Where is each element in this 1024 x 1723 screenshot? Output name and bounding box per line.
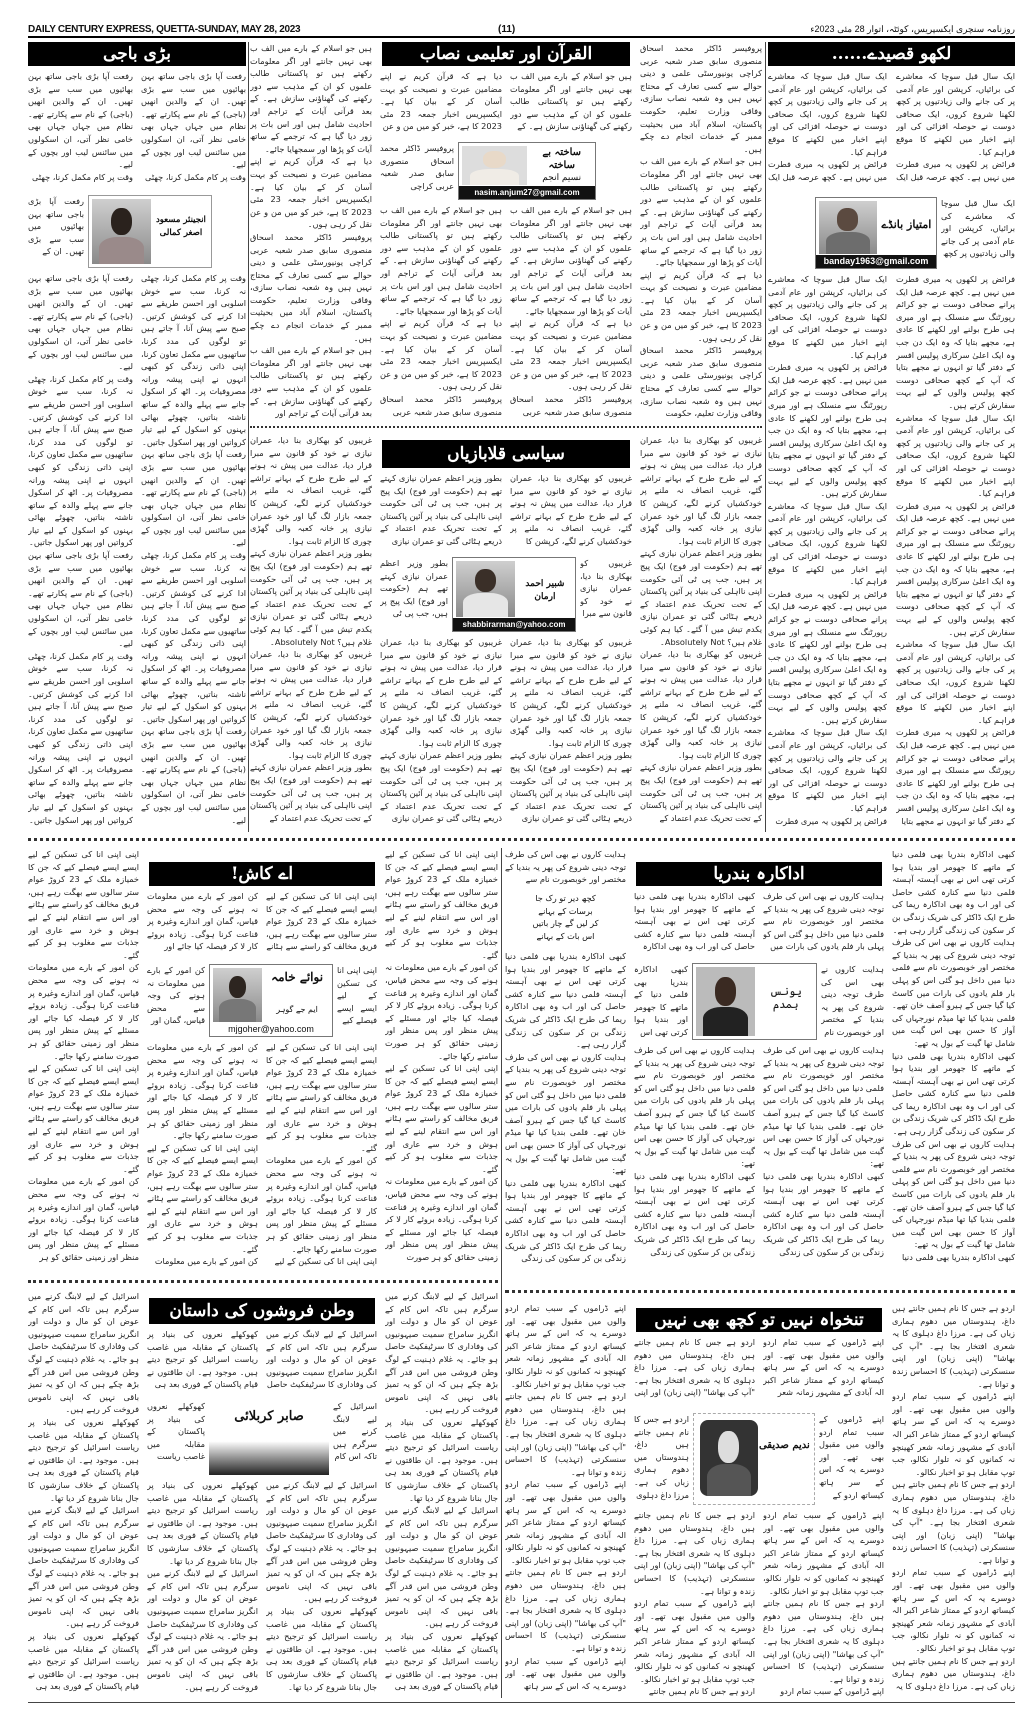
paragraph: غریبوں کو بھکاری بنا دیا، عمران نیازی نے خود کو قانون سے مبرا قرار دیا، عدالت میں پیش نہ ہونے کے لیے طرح طرح کے بہانے تراشے گئے، غریب انصاف نہ ملنے پر خودکشیاں کرنے لگے، کرپشن کا جمعہ بازار لگ گیا اور خود عمران نیازی پر خانہ کعبہ والی گھڑی چوری کا الزام ثابت ہوا۔ [250, 649, 372, 760]
text-column [505, 950, 626, 1268]
paragraph: ہیں جو اسلام کے بارے میں الف ب بھی نہیں جانتے اور اگر معلومات رکھتے ہیں تو پاکستانی طالب علموں کو ان کے مذہب سے دور رکھنے کی گھناؤنی سازش ہے۔ کے [510, 71, 632, 132]
paragraph: اپنی اپنی انا کی تسکین کے لیے ایسے ایسے فیصلے کیے کہ جن کا خمیازہ ملک کے 23 کروڑ عوام ستر سالوں سے بھگت رہے ہیں، فریق مخالف کو راستے سے ہٹانے اور اس سے انتقام لینے کے لیے ہوش و خرد سے عاری اور جذبات سے مغلوب ہو کر کیے گئے۔ [28, 1063, 139, 1174]
page-bottom-rule [28, 1702, 1015, 1703]
author-box [692, 963, 817, 1040]
paragraph: ہیں جو اسلام کے بارے میں الف ب بھی نہیں جانتے اور اگر معلومات رکھتے ہیں تو پاکستانی طالب علموں کو ان کے مذہب سے دور رکھنے کی گھناؤنی سازش ہے۔ کے بعد قرآنی آیات کے تراجم اور احادیث شامل ہیں اور اس بات پر زور دیا گیا ہے کہ ترجمے کے ساتھ آیات کو پڑھا اور سمجھایا جائے۔ [640, 156, 762, 268]
paragraph: ہدایت کاروں نے بھی اس کی طرف توجہ دینی شروع کی پھر یہ بندیا کے مختصر اور خوبصورت نام سے فلمی دنیا میں داخل ہو گئی اس کو پہلی بار فلم یادوں کی بارات میں [763, 891, 884, 952]
column-rule [248, 42, 249, 832]
paragraph: رفعت آپا بڑی باجی ساتھ بہن بھائیوں میں سب سے بڑی تھیں۔ ان کے والدین انھیں (باجی) کے نام سے پکارتے تھے۔ نظام میں جہاں جہاں بھی خامی نظر آتی، ان اسکولوں میں سائنس لیب اور بچوں کے لیے۔ [141, 449, 246, 548]
paragraph: اپنے ڈراموں کے سبب تمام اردو والوں میں مقبول بھی تھے۔ اور دوسرے یہ کہ اس کے سر ہاتھ کیساتھ اردو کے ممتاز شاعر اکبر الہ آبادی کے مشہور زمانہ شعر کھینچو نہ کمانوں کو نہ تلوار نکالو، جب توپ مقابل ہو تو اخبار نکالو۔ [763, 1510, 884, 1596]
paragraph: فرائض پر لکھوں یہ میری فطرت میں نہیں ہے۔ کچھ عرصہ قبل ایک پرانے صحافی دوست نے جو کرائم رپورٹنگ سے منسلک ہے اور میری ہی طرح بولنے اور لکھنے کا عادی ہے، مجھے بتایا کہ وہ ایک دن جب وہ ایک اعلیٰ سرکاری پولیس افسر کے دفتر گیا تو انہوں نے مجھے بتایا کہ آپ کے کچھ صحافی دوست کچھ پولیس والوں کے لیے بہت سفارش کرتے ہیں۔ [768, 588, 887, 725]
paragraph: کبھی اداکارہ بندریا بھی فلمی دنیا کے ماتھے کا جھومر اور بندیا ہوا کرتی تھی اس نے بھی آہستہ آہستہ فلمی دنیا سے کنارہ کشی حاصل کی اور اب وہ بھی اداکارہ ریما کی طرح ایک ڈاکٹر کی شریک زندگی بن کر سکون کی زندگی [634, 1170, 755, 1257]
text-column [768, 273, 887, 832]
paragraph: اپنے ڈراموں کے سبب تمام اردو والوں میں مقبول بھی تھے۔ اور دوسرے یہ کہ اس کے سر ہاتھ کیساتھ اردو کے ممتاز شاعر اکبر الہ آبادی کے مشہور زمانہ شعر کھینچو نہ کمانوں کو نہ تلوار نکالو، جب توپ مقابل ہو تو اخبار نکالو۔ [505, 1479, 626, 1565]
text-column [385, 848, 498, 1268]
headline: بڑی باجی [28, 42, 246, 66]
text-column [250, 42, 372, 420]
text-column [505, 848, 626, 888]
column-rule [765, 42, 766, 832]
author-email[interactable]: shabbirarman@yahoo.com [453, 618, 575, 631]
paragraph: پروفیسر ڈاکٹر محمد اسحاق منصوری سابق صدر شعبہ عربی کراچی یونیورسٹی علمی و دینی حوالے سے کسی تعارف کے محتاج نہیں ہیں وہ شعبہ نصاب سازی، وفاقی وزارت تعلیم، حکومت پاکستان، اسلام آباد میں بحیثیت ممبر کے خدمات انجام دے چکے ہیں۔ [250, 231, 372, 343]
author-photo [92, 199, 151, 264]
article-lakho [768, 42, 1015, 832]
paragraph: کھوکھلے نعروں کی بنیاد پر پاکستان کے مقابلہ میں غاصب ریاست اسرائیل کو ترجیح دیتے ہیں۔ موجود ہے۔ ان طاقتوں نے قیام پاکستان کے فوری بعد ہی [28, 1631, 139, 1692]
paragraph: غریبوں کو بھکاری بنا دیا، عمران نیازی نے خود کو قانون سے مبرا قرار دیا، عدالت میں پیش نہ ہونے کے لیے طرح طرح کے بہانے تراشے گئے، غریب انصاف نہ ملنے پر خودکشیاں کرنے لگے، کرپشن کا [510, 473, 632, 546]
masthead-title: DAILY CENTURY EXPRESS, QUETTA-SUNDAY, MAY 28, 2023 [28, 24, 301, 35]
paragraph: وقت پر کام مکمل کرنا، چھٹی نہ کرنا، سب سے خوش اسلوبی اور احسن طریقے سے ادا کرنے کی کوشش کرتیں۔ صبح سے پیش آنا، آ جاتے ہیں تو لوگوں کی مدد کرنا، ساتھیوں سے مکمل تعاون کرنا، اپنی ذاتی زندگی کو کبھی انہوں نے اپنی پیشہ ورانہ مصروفیات پر۔ اٹھ کر اسکول جانے سے پہلے والدہ کے ساتھ ناشتہ بناتیں، چھوٹے بھائی بہنوں کو اسکول کے لیے تیار کرواتیں اور پھر اسکول جاتیں۔ [141, 550, 246, 724]
paragraph: غریبوں کو بھکاری بنا دیا، عمران نیازی نے خود کو قانون سے مبرا قرار دیا، عدالت میں پیش نہ ہونے کے لیے طرح طرح کے بہانے تراشے گئے، غریب انصاف نہ ملنے پر خودکشیاں کرنے لگے، کرپشن کا جمعہ بازار لگ گیا اور خود عمران نیازی پر خانہ کعبہ والی گھڑی چوری کا الزام ثابت ہوا۔ [510, 637, 632, 748]
paragraph: کبھی اداکارہ بندریا بھی فلمی دنیا [901, 1252, 1015, 1262]
divider [28, 838, 1015, 841]
text-column [147, 1479, 258, 1700]
paragraph: پروفیسر ڈاکٹر محمد اسحاق منصوری سابق صدر شعبہ عربی [510, 393, 632, 417]
paragraph: وقت پر کام مکمل کرنا، چھٹی نہ کرنا، سب سے خوش اسلوبی اور احسن طریقے سے ادا کرنے کی کوشش کرتیں۔ صبح سے پیش آنا، آ جاتے ہیں تو لوگوں کی مدد کرنا، ساتھیوں سے مکمل تعاون کرنا، اپنی ذاتی زندگی کو کبھی انہوں نے اپنی پیشہ ورانہ مصروفیات پر۔ اٹھ کر اسکول جانے سے پہلے والدہ کے ساتھ ناشتہ بناتیں، چھوٹے بھائی بہنوں کو اسکول کے لیے تیار کرواتیں اور پھر اسکول جاتیں۔ [28, 373, 133, 548]
text-column [385, 1290, 498, 1700]
text-column [634, 1509, 755, 1700]
author-name: نسیم انجم [542, 173, 582, 183]
paragraph: اپنے ڈراموں کے سبب تمام اردو والوں میں مقبول بھی تھے۔ اور دوسرے یہ کہ اس کے سر ہاتھ کیساتھ اردو کے ممتاز شاعر اکبر الہ آبادی کے مشہور زمانہ شعر [763, 1337, 884, 1398]
text-column [380, 472, 502, 553]
paragraph: کن امور کے بارے میں معلومات [154, 1256, 258, 1267]
paragraph: وقت پر کام مکمل کرنا، چھٹی نہ کرنا، سب سے خوش اسلوبی اور احسن طریقے سے ادا کرنے کی کوشش کرتیں۔ صبح سے پیش آنا، آ جاتے ہیں تو لوگوں کی مدد کرنا، ساتھیوں سے مکمل تعاون کرنا، اپنی ذاتی زندگی کو کبھی انہوں نے اپنی پیشہ ورانہ مصروفیات پر۔ اٹھ کر اسکول جانے سے پہلے والدہ کے ساتھ ناشتہ بناتیں، چھوٹے بھائی بہنوں کو اسکول کے لیے تیار کرواتیں اور پھر اسکول جاتیں۔ [141, 273, 246, 447]
paragraph: پروفیسر ڈاکٹر محمد اسحاق منصوری سابق صدر شعبہ عربی کراچی یونیورسٹی علمی و دینی حوالے سے کسی تعارف کے محتاج نہیں ہیں وہ شعبہ نصاب سازی، وفاقی وزارت تعلیم، حکومت [640, 345, 762, 419]
paragraph: کن امور کے بارے میں معلومات نہ ہونے کی وجہ سے محض قیاس، گمان اور اندازے وغیرہ پر قناعت کرنا ہوگی۔ زیادہ بروئے کار لا کر فیصلہ کیا جائے اور مسئلے کے پیش منظر اور پس منظر اور زمینی حقائق کو ہر صورت سامنے رکھا جائے۔ [147, 1042, 258, 1141]
paragraph: وقت پر کام مکمل کرنا، چھٹی [145, 171, 246, 182]
paragraph: ایک سال قبل سوچا کہ معاشرے کی برائیاں، کرپشن اور عام آدمی پر کی جانے والی زیادتیوں پر کچھ لکھنا شروع کروں، ایک صحافی دوست نے حوصلہ افزائی کی اور اپنے اخبار میں لکھنے کا موقع فراہم کیا۔ [768, 500, 887, 587]
paragraph: رفعت آپا بڑی باجی ساتھ بہن بھائیوں میں سب سے بڑی تھیں۔ ان کے والدین انھیں (باجی) کے نام سے پکارتے تھے۔ نظام میں جہاں جہاں بھی خامی نظر آتی، ان اسکولوں میں سائنس لیب اور بچوں کے لیے۔ [28, 273, 133, 372]
paragraph: رفعت آپا بڑی باجی ساتھ بہن بھائیوں میں سب سے بڑی تھیں۔ ان کے والدین انھیں (باجی) کے نام سے پکارتے تھے۔ نظام میں جہاں جہاں بھی خامی نظر آتی، ان اسکولوں میں سائنس لیب اور بچوں کے لیے۔ [141, 71, 246, 170]
divider [250, 426, 762, 428]
author-box [88, 195, 212, 268]
text-column [510, 636, 632, 832]
paragraph: کھوکھلے نعروں کی بنیاد پر پاکستان کے مقابلہ میں غاصب ریاست اسرائیل کو ترجیح دیتے ہیں۔ موجود ہے۔ ان طاقتوں نے قیام پاکستان کے فوری بعد ہی پاکستان کے خلاف سازشوں کا جال بنانا شروع کر دیا تھا۔ [266, 1605, 377, 1692]
paragraph: اردو ہے جس کا نام ہمیں جانتے ہیں داغ، ہندوستاں میں دھوم ہماری زباں کی ہے۔ مرزا داغ دہلوی کا یہ [892, 1655, 1015, 1691]
paragraph: اپنی اپنی انا کی تسکین کے لیے ایسے ایسے فیصلے کیے کہ جن کا خمیازہ ملک کے 23 کروڑ عوام ستر سالوں سے بھگت رہے ہیں، فریق مخالف کو راستے سے ہٹانے اور اس سے انتقام لینے کے لیے ہوش و خرد سے عاری اور جذبات سے مغلوب ہو کر کیے گئے۔ [266, 1042, 377, 1153]
paragraph: کبھی اداکارہ بندریا بھی فلمی دنیا کے ماتھے کا جھومر اور بندیا ہوا کرتی تھی اس نے بھی آہستہ آہستہ فلمی دنیا سے کنارہ کشی حاصل کی اور اب وہ بھی اداکارہ ریما کی طرح ایک ڈاکٹر کی شریک زندگی بن کر سکون کی زندگی گزار رہی ہے۔ [892, 849, 1015, 935]
text-column [266, 890, 377, 960]
paragraph: غریبوں کو بھکاری بنا دیا، عمران نیازی نے خود کو قانون سے مبرا [580, 558, 632, 619]
text-column [28, 70, 133, 191]
paragraph: کن امور کے بارے میں معلومات نہ ہونے کی وجہ سے محض قیاس، گمان اور اندازے وغیرہ پر قناعت کرنا ہوگی۔ زیادہ بروئے کار لا کر فیصلہ کیا جائے اور [147, 891, 258, 952]
headline: وطن فروشوں کی داستان [149, 1298, 375, 1324]
paragraph: کبھی اداکارہ بندریا بھی فلمی دنیا کے ماتھے کا جھومر اور بندیا ہوا کرتی تھی اس نے بھی آہستہ آہستہ فلمی دنیا سے کنارہ کشی حاصل کی اور اب وہ بھی اداکارہ ریما کی طرح ایک ڈاکٹر کی شریک زندگی بن کر سکون کی زندگی گزار رہی ہے۔ [505, 951, 626, 1050]
author-email[interactable]: nasim.anjum27@gmail.com [459, 186, 595, 199]
verse-line: برسات کے بہانے [538, 905, 593, 916]
author-photo [819, 201, 877, 254]
paragraph: کھوکھلے نعروں کی بنیاد پر پاکستان کے مقابلہ میں غاصب ریاست اسرائیل کو ترجیح دیتے ہیں۔ موجود ہے۔ ان طاقتوں نے قیام پاکستان کے فوری بعد ہی پاکستان کے خلاف سازشوں کا جال بنانا شروع کر دیا تھا۔ [147, 1480, 258, 1566]
paragraph: ایک سال قبل سوچا کہ معاشرے کی برائیاں، کرپشن اور عام آدمی پر کی جانے والی زیادتیوں پر کچھ [941, 198, 1015, 259]
text-column [634, 1413, 689, 1505]
headline: اداکارہ بندریا [636, 862, 882, 886]
paragraph: کن امور کے بارے میں معلومات نہ ہونے کی وجہ سے محض قیاس، گمان اور [147, 965, 205, 1026]
paragraph: کھوکھلے نعروں کی بنیاد پر پاکستان کے مقابلہ میں غاصب ریاست اسرائیل کو ترجیح دیتے ہیں۔ موجود ہے۔ ان طاقتوں نے قیام پاکستان کے فوری بعد ہی [385, 1631, 498, 1692]
author-name: نوائے خامہ [271, 970, 324, 984]
verse-line: کچھ دیر تو رک جا [535, 893, 596, 903]
paragraph: ایک سال قبل سوچا کہ معاشرے کی برائیاں، کرپشن اور عام آدمی پر کی جانے والی زیادتیوں پر کچھ لکھنا شروع کروں، ایک صحافی دوست نے حوصلہ افزائی کی اور اپنے اخبار میں لکھنے کا موقع فراہم کیا۔ [768, 71, 887, 157]
paragraph: اردو ہے جس کا نام ہمیں جانتے ہیں داغ، ہندوستاں میں دھوم ہماری زباں کی ہے۔ مرزا داغ دہلوی کا یہ شعری افتخار بجا ہے۔ "آپ کی بھاشا" (اپنی زبان) اور اپنی سنسکرتی (تہذیب) کا احساس زندہ و توانا ہے۔ [892, 1479, 1015, 1565]
paragraph: بطور وزیر اعظم عمران نیازی کہتے تھے ہم (حکومت اور فوج) ایک پیج پر ہیں، جب پی ٹی آئی حکومت اپنی نااہلی کی بنیاد پر آئین پاکستان کے تحت تحریک عدم اعتماد کے ذریعے ہٹائی گئی تو عمران نیازی [380, 750, 502, 824]
paragraph: اردو ہے جس کا نام ہمیں جانتے [648, 1686, 755, 1697]
text-column [763, 1336, 884, 1409]
text-column [380, 204, 502, 420]
author-photo [462, 146, 527, 185]
column-title: ساختہ بے ساختہ [542, 147, 582, 171]
paragraph: ایک سال قبل سوچا کہ معاشرے کی برائیاں، کرپشن اور عام آدمی پر کی جانے والی زیادتیوں پر کچھ لکھنا شروع کروں، ایک صحافی دوست نے حوصلہ افزائی کی اور اپنے اخبار میں لکھنے کا موقع فراہم کیا۔ [896, 639, 1015, 725]
paragraph: ہیں جو اسلام کے بارے میں الف ب بھی نہیں جانتے اور اگر معلومات رکھتے ہیں تو پاکستانی طالب علموں کو ان کے مذہب سے دور رکھنے کی گھناؤنی سازش ہے۔ کے بعد قرآنی آیات کے تراجم اور احادیث شامل ہیں اور اس بات پر زور دیا گیا ہے کہ ترجمے کے ساتھ آیات کو پڑھا اور سمجھایا جائے۔ [380, 205, 502, 316]
article-bari-baji [28, 42, 246, 832]
column-rule [501, 848, 502, 1698]
paragraph: اپنی اپنی انا کی تسکین کے لیے ایسے ایسے فیصلے کیے [337, 965, 377, 1026]
text-column [380, 142, 454, 200]
text-column [266, 1041, 377, 1268]
paragraph: کن امور کے بارے میں معلومات نہ ہونے کی وجہ سے محض قیاس، گمان اور اندازے وغیرہ پر قناعت کرنا ہوگی۔ زیادہ بروئے کار لا کر فیصلہ کیا جائے اور مسئلے کے پیش منظر اور پس منظر اور زمینی حقائق کو ہر [28, 1176, 139, 1262]
paragraph: اپنی اپنی انا کی تسکین کے لیے ایسے ایسے فیصلے کیے کہ جن کا خمیازہ ملک کے 23 کروڑ عوام ستر سالوں سے بھگت رہے ہیں، فریق مخالف کو راستے سے ہٹانے اور اس سے انتقام لینے کے لیے ہوش و خرد سے عاری اور جذبات سے مغلوب ہو کر کیے گئے۔ [385, 1063, 498, 1174]
paragraph: فرائض پر لکھوں یہ میری فطرت [775, 815, 887, 826]
paragraph: فرائض پر لکھوں یہ میری فطرت میں نہیں ہے۔ کچھ عرصہ قبل ایک [768, 159, 887, 182]
paragraph: اردو ہے جس کا نام ہمیں جانتے ہیں داغ، ہندوستاں میں دھوم ہماری زباں کی ہے۔ مرزا داغ دہلوی کا یہ شعری افتخار بجا ہے۔ "آپ کی بھاشا" (اپنی زبان) اور اپنی سنسکرتی (تہذیب) کا احساس زندہ و توانا ہے۔ [505, 1391, 626, 1477]
paragraph: کن امور کے بارے میں معلومات نہ ہونے کی وجہ سے محض قیاس، گمان اور اندازے وغیرہ پر قناعت کرنا ہوگی۔ زیادہ بروئے کار لا کر فیصلہ کیا جائے اور مسئلے کے پیش منظر اور پس منظر اور زمینی حقائق کو ہر صورت سامنے رکھا جائے۔ [28, 962, 139, 1061]
paragraph: دیا ہے کہ قرآن کریم نے اپنے مضامین عبرت و نصیحت کو بہت آسان کر کے بیان کیا ہے۔ ایکسپریس اخبار جمعہ 23 مئی 2023 کا ہے، خبر کو میں من و عن نقل کر رہی ہوں۔ [250, 156, 372, 230]
paragraph: اپنے ڈراموں کے سبب تمام اردو والوں میں مقبول بھی تھے۔ اور دوسرے یہ کہ اس کے سر ہاتھ کیساتھ اردو کے [819, 1414, 884, 1500]
text-column [634, 890, 755, 959]
paragraph: ہدایت کاروں نے بھی اس کی طرف توجہ دینی شروع کی پھر یہ بندیا کے مختصر اور خوبصورت نام سے فلمی دنیا میں داخل ہو گئی اس کو پہلی بار فلم یادوں کی بارات میں کاسٹ کیا گیا جس کے ہیرو آصف خان تھے۔ فلمی بندیا کیا تھا میڈم نورجہاں کی آواز کا حسن بھی اس گیت میں شامل تھا گیت کے بول یہ تھے: [892, 937, 1015, 1048]
paragraph: اردو ہے جس کا نام ہمیں جانتے ہیں داغ، ہندوستاں میں دھوم ہماری زباں کی ہے۔ مرزا داغ دہلوی [634, 1414, 689, 1500]
paragraph: ایک سال قبل سوچا کہ معاشرے کی برائیاں، کرپشن اور عام آدمی پر کی جانے والی زیادتیوں پر کچھ لکھنا شروع کروں، ایک صحافی دوست نے حوصلہ افزائی کی اور اپنے اخبار میں لکھنے کا موقع فراہم کیا۔ [896, 71, 1015, 157]
paragraph: غریبوں کو بھکاری بنا دیا، عمران نیازی نے خود کو قانون سے مبرا قرار دیا، عدالت میں پیش نہ ہونے کے لیے طرح طرح کے بہانے تراشے گئے، غریب انصاف نہ ملنے پر خودکشیاں کرنے لگے، کرپشن کا جمعہ بازار لگ گیا اور خود عمران نیازی پر خانہ کعبہ والی گھڑی چوری کا الزام ثابت ہوا۔ [250, 435, 372, 546]
text-column [380, 636, 502, 832]
text-column [141, 272, 246, 832]
paragraph: اپنے ڈراموں کے سبب تمام اردو والوں میں مقبول بھی تھے۔ اور دوسرے یہ کہ اس کے سر ہاتھ کیساتھ اردو کے ممتاز شاعر اکبر الہ آبادی کے مشہور زمانہ شعر کھینچو نہ کمانوں کو نہ تلوار نکالو، جب توپ مقابل ہو تو اخبار نکالو۔ [892, 1567, 1015, 1654]
text-column [380, 557, 448, 632]
paragraph: بطور وزیر اعظم عمران نیازی کہتے تھے ہم (حکومت اور فوج) ایک پیج پر ہیں، جب پی ٹی آئی حکومت اپنی نااہلی کی بنیاد پر آئین پاکستان کے تحت تحریک عدم اعتماد کے ذریعے ہٹائی گئی تو عمران نیازی یکدم تیش میں آ گئے۔ کیا ہم کوئی غلام ہیں؟ Absolutely Not۔ [640, 548, 762, 647]
article-quran [250, 42, 762, 420]
paragraph: رفعت آپا بڑی باجی ساتھ بہن بھائیوں میں سب سے بڑی تھیں۔ ان کے والدین انھیں (باجی) کے نام سے پکارتے تھے۔ نظام میں جہاں جہاں بھی خامی نظر آتی، ان اسکولوں میں سائنس لیب اور بچوں کے لیے۔ [28, 550, 133, 649]
text-column [892, 1302, 1015, 1700]
paragraph: غریبوں کو بھکاری بنا دیا، عمران نیازی نے خود کو قانون سے مبرا قرار دیا، عدالت میں پیش نہ ہونے کے لیے طرح طرح کے بہانے تراشے گئے، غریب انصاف نہ ملنے پر خودکشیاں کرنے لگے، کرپشن کا جمعہ بازار لگ گیا اور خود عمران نیازی پر خانہ کعبہ والی گھڑی چوری کا الزام ثابت ہوا۔ [640, 435, 762, 546]
author-photo [696, 967, 755, 1036]
paragraph: اپنی اپنی انا کی تسکین کے لیے ایسے ایسے فیصلے کیے کہ جن کا خمیازہ ملک کے 23 کروڑ عوام ستر سالوں سے بھگت رہے ہیں، فریق مخالف کو راستے سے ہٹانے اور اس سے انتقام لینے کے لیے ہوش و خرد سے عاری اور جذبات سے مغلوب ہو کر کیے گئے۔ [28, 849, 139, 960]
paragraph: کن امور کے بارے میں معلومات نہ ہونے کی وجہ سے محض قیاس، گمان اور اندازے وغیرہ پر قناعت کرنا ہوگی۔ زیادہ بروئے کار لا کر فیصلہ کیا جائے اور مسئلے کے پیش منظر اور پس منظر اور زمینی حقائق کو ہر صورت سامنے رکھا جائے۔ [385, 962, 498, 1061]
paragraph: رفعت آپا بڑی باجی ساتھ بہن بھائیوں میں سب سے بڑی تھیں۔ ان کے والدین انھیں (باجی) کے نام سے پکارتے تھے۔ نظام میں جہاں جہاں بھی خامی نظر آتی، ان اسکولوں میں سائنس لیب اور بچوں کے لیے۔ [141, 726, 246, 825]
paragraph: اردو ہے جس کا نام ہمیں جانتے ہیں داغ، ہندوستاں میں دھوم ہماری زباں کی ہے۔ مرزا داغ دہلوی کا یہ شعری افتخار بجا ہے۔ "آپ کی بھاشا" (اپنی زبان) اور اپنی [634, 1337, 755, 1398]
paragraph: اسرائیل کے لیے لابنگ کرنے میں سرگرم ہیں تاکہ اس کام [333, 1401, 377, 1462]
text-column [147, 1400, 205, 1475]
author-box [452, 557, 576, 632]
author-box [209, 1400, 329, 1475]
author-photo [700, 1420, 758, 1496]
article-adakara [505, 848, 1015, 1268]
text-column [510, 472, 632, 553]
author-box [815, 197, 937, 269]
masthead [28, 24, 1015, 38]
paragraph: اردو ہے جس کا نام ہمیں جانتے ہیں داغ، ہندوستاں میں دھوم ہماری زباں کی ہے۔ مرزا داغ دہلوی کا یہ شعری افتخار بجا ہے۔ "آپ کی بھاشا" (اپنی زبان) اور اپنی سنسکرتی (تہذیب) کا احساس زندہ و توانا ہے۔ [505, 1567, 626, 1654]
text-column [147, 964, 205, 1037]
headline: اے کاش! [149, 862, 375, 886]
text-column [768, 70, 887, 193]
text-column [510, 204, 632, 420]
headline: سیاسی قلابازیاں [382, 440, 630, 468]
text-column [634, 963, 688, 1040]
paragraph: اسرائیل کے لیے لابنگ کرنے میں سرگرم ہیں تاکہ اس کام کے عوض ان کو مال و دولت اور انگریز سامراج سمیت صیہونیوں کی وفاداری کا سرٹیفکیٹ حاصل ہو جائے۔ یہ غلام ذہنیت کے لوگ وطن فروشی میں اس قدر آگے بڑھ چکے ہیں کہ ان کو یہ تمیز باقی نہیں کہ اپنی ناموس فروخت کر رہے ہیں۔ [147, 1568, 258, 1692]
article-watan [28, 1290, 498, 1700]
paragraph: اپنے ڈراموں کے سبب تمام اردو [780, 1686, 884, 1697]
text-column [763, 1044, 884, 1268]
paragraph: اپنی اپنی انا کی تسکین کے لیے ایسے ایسے فیصلے کیے کہ جن کا خمیازہ ملک کے 23 کروڑ عوام ستر سالوں سے بھگت رہے ہیں، فریق مخالف کو راستے سے ہٹانے اور اس سے انتقام لینے کے لیے ہوش و خرد سے عاری اور جذبات سے مغلوب ہو کر کیے گئے۔ [385, 849, 498, 960]
verse [505, 892, 626, 946]
paragraph: اپنی اپنی انا کی تسکین کے لیے ایسے ایسے فیصلے کیے کہ جن کا خمیازہ ملک کے 23 کروڑ عوام ستر سالوں سے بھگت رہے ہیں، فریق مخالف کو راستے سے ہٹانے اور اس سے انتقام لینے کے لیے ہوش و خرد سے عاری اور جذبات سے مغلوب ہو کر کیے گئے۔ [147, 1142, 258, 1254]
paragraph: کبھی اداکارہ بندریا بھی فلمی دنیا کے ماتھے کا جھومر اور بندیا ہوا کرتی تھی اس [634, 964, 688, 1037]
article-siyasi [250, 434, 762, 832]
paragraph: بطور وزیر اعظم عمران نیازی کہتے تھے ہم (حکومت اور فوج) ایک پیج پر ہیں، جب پی ٹی [380, 558, 448, 619]
text-column [380, 70, 502, 138]
author-name: انجینئر مسعود اصغر کمالی [155, 215, 206, 238]
paragraph: وقت پر کام مکمل کرنا، چھٹی نہ کرنا، سب سے خوش اسلوبی اور احسن طریقے سے ادا کرنے کی کوشش کرتیں۔ صبح سے پیش آنا، آ جاتے ہیں تو لوگوں کی مدد کرنا، ساتھیوں سے مکمل تعاون کرنا، اپنی ذاتی زندگی کو کبھی انہوں نے اپنی پیشہ ورانہ مصروفیات پر۔ اٹھ کر اسکول جانے سے پہلے والدہ کے ساتھ ناشتہ بناتیں، چھوٹے بھائی بہنوں کو اسکول کے لیے تیار کرواتیں اور پھر اسکول جاتیں۔ [28, 650, 133, 825]
author-box [458, 142, 596, 200]
author-name: یونس ہمدم [769, 985, 802, 1011]
paragraph: ہدایت کاروں نے بھی اس کی طرف توجہ دینی شروع کی پھر یہ بندیا کے مختصر اور خوبصورت نام سے فلمی دنیا میں داخل ہو گئی اس کو پہلی بار فلم یادوں کی بارات میں کاسٹ کیا گیا جس کے ہیرو آصف خان تھے۔ فلمی بندیا کیا تھا میڈم نورجہاں کی آواز کا حسن بھی اس گیت میں شامل تھا گیت کے بول یہ تھے: [634, 1045, 755, 1169]
text-column [640, 434, 762, 832]
author-name: صابر کربلائی [234, 1409, 304, 1424]
author-box [209, 964, 333, 1037]
paragraph: اپنی اپنی انا کی تسکین کے لیے [274, 1256, 377, 1267]
paragraph: اپنے ڈراموں کے سبب تمام اردو والوں میں مقبول بھی تھے۔ اور دوسرے یہ کہ اس کے سر ہاتھ کیساتھ اردو کے ممتاز شاعر اکبر الہ آبادی کے مشہور زمانہ شعر کھینچو نہ کمانوں کو نہ تلوار نکالو، جب توپ مقابل ہو تو اخبار نکالو۔ [634, 1598, 755, 1684]
paragraph: رفعت آپا بڑی باجی ساتھ بہن بھائیوں میں سب سے بڑی تھیں۔ ان کے [28, 196, 84, 257]
text-column [634, 1044, 755, 1268]
paragraph: ہیں جو اسلام کے بارے میں الف ب بھی نہیں جانتے اور اگر معلومات رکھتے ہیں تو پاکستانی طالب علموں کو ان کے مذہب سے دور رکھنے کی گھناؤنی سازش ہے۔ کے بعد قرآنی آیات کے تراجم اور احادیث شامل ہیں اور اس بات پر زور دیا گیا ہے کہ ترجمے کے ساتھ آیات کو پڑھا اور سمجھایا جائے۔ [250, 43, 372, 154]
text-column [821, 963, 884, 1040]
text-column [763, 890, 884, 959]
paragraph: رفعت آپا بڑی باجی ساتھ بہن بھائیوں میں سب سے بڑی تھیں۔ ان کے والدین انھیں (باجی) کے نام سے پکارتے تھے۔ نظام میں جہاں جہاں بھی خامی نظر آتی، ان اسکولوں میں سائنس لیب اور بچوں کے لیے۔ [28, 71, 133, 170]
paragraph: پروفیسر ڈاکٹر محمد اسحاق منصوری سابق صدر شعبہ عربی کراچی [380, 143, 454, 191]
verse-line: کر لیں گے چار باتیں [532, 918, 599, 929]
text-column [333, 1400, 377, 1475]
paragraph: ہدایت کاروں نے بھی اس کی طرف توجہ دینی شروع کی پھر یہ بندیا کے مختصر اور خوبصورت نام سے [505, 849, 626, 885]
paragraph: اسرائیل کے لیے لابنگ کرنے میں سرگرم ہیں تاکہ اس کام کے عوض ان کو مال و دولت اور انگریز سامراج سمیت صیہونیوں کی وفاداری کا سرٹیفکیٹ حاصل ہو جائے۔ یہ غلام ذہنیت کے لوگ وطن فروشی میں اس قدر آگے بڑھ چکے ہیں کہ ان کو یہ تمیز باقی نہیں کہ اپنی ناموس فروخت کر رہے ہیں۔ [385, 1291, 498, 1415]
text-column [941, 197, 1015, 269]
article-tankhwah [505, 1302, 1015, 1700]
paragraph: اپنے ڈراموں کے سبب تمام اردو والوں میں مقبول بھی تھے۔ اور دوسرے یہ کہ اس کے سر ہاتھ [505, 1655, 626, 1691]
text-column [896, 70, 1015, 193]
text-column [28, 1290, 139, 1700]
masthead-urdu: روزنامہ سنچری ایکسپریس، کوئٹہ، اتوار 28 مئی 2023ء [810, 24, 1015, 34]
text-column [250, 434, 372, 832]
page-number: (11) [498, 24, 516, 35]
text-column [147, 890, 258, 960]
paragraph: کن امور کے بارے میں معلومات نہ ہونے کی وجہ سے محض قیاس، گمان اور اندازے وغیرہ پر قناعت کرنا ہوگی۔ زیادہ بروئے کار لا کر فیصلہ کیا جائے اور مسئلے کے پیش منظر اور پس منظر اور زمینی حقائق کو ہر صورت [385, 1176, 498, 1262]
text-column [510, 70, 632, 138]
text-column [505, 1302, 626, 1700]
paragraph: اپنی اپنی انا کی تسکین کے لیے ایسے ایسے فیصلے کیے کہ جن کا خمیازہ ملک کے 23 کروڑ عوام ستر سالوں سے بھگت رہے ہیں، فریق مخالف کو راستے سے ہٹانے [266, 891, 377, 952]
paragraph: کبھی اداکارہ بندریا بھی فلمی دنیا کے ماتھے کا جھومر اور بندیا ہوا کرتی تھی اس نے بھی آہستہ آہستہ فلمی دنیا سے کنارہ کشی حاصل کی اور اب وہ بھی اداکارہ ریما کی طرح ایک ڈاکٹر کی شریک زندگی بن کر سکون کی زندگی گزار رہی ہے۔ [892, 1050, 1015, 1137]
headline: تنخواہ نہیں تو کچھ بھی نہیں [636, 1308, 882, 1332]
paragraph: ہیں جو اسلام کے بارے میں الف ب بھی نہیں جانتے اور اگر معلومات رکھتے ہیں تو پاکستانی طالب علموں کو ان کے مذہب سے دور رکھنے کی گھناؤنی سازش ہے۔ کے بعد قرآنی آیات کے تراجم اور احادیث شامل ہیں اور اس بات پر زور دیا گیا ہے کہ ترجمے کے ساتھ آیات کو پڑھا اور سمجھایا جائے۔ [510, 205, 632, 316]
paragraph: کھوکھلے نعروں کی بنیاد پر پاکستان کے مقابلہ میں غاصب ریاست اسرائیل کو ترجیح دیتے ہیں۔ موجود ہے۔ ان طاقتوں نے قیام پاکستان کے فوری بعد ہی [147, 1329, 258, 1390]
author-box [693, 1413, 815, 1505]
paragraph: بطور وزیر اعظم عمران نیازی کہتے تھے ہم (حکومت اور فوج) ایک پیج پر ہیں، جب پی ٹی آئی حکومت اپنی نااہلی کی بنیاد پر آئین پاکستان کے تحت تحریک عدم اعتماد کے [250, 762, 372, 823]
paragraph: بطور وزیر اعظم عمران نیازی کہتے تھے ہم (حکومت اور فوج) ایک پیج پر ہیں، جب پی ٹی آئی حکومت اپنی نااہلی کی بنیاد پر آئین پاکستان کے تحت تحریک عدم اعتماد کے ذریعے ہٹائی گئی تو عمران نیازی [510, 750, 632, 824]
headline: القرآن اور تعلیمی نصاب [382, 42, 630, 66]
paragraph: وقت پر کام مکمل کرنا، چھٹی [32, 171, 133, 182]
author-name: ندیم صدیقی [758, 1440, 810, 1452]
text-column [892, 848, 1015, 1268]
paragraph: اپنے ڈراموں کے سبب تمام اردو والوں میں مقبول بھی تھے۔ اور دوسرے یہ کہ اس کے سر ہاتھ کیساتھ اردو کے ممتاز شاعر اکبر الہ آبادی کے مشہور زمانہ شعر کھینچو نہ کمانوں کو نہ تلوار نکالو، جب توپ مقابل ہو تو اخبار نکالو۔ [892, 1391, 1015, 1477]
author-name: شبیر احمد ارمان [525, 579, 565, 603]
paragraph: بطور وزیر اعظم عمران نیازی کہتے تھے ہم (حکومت اور فوج) ایک پیج پر ہیں، جب پی ٹی آئی حکومت اپنی نااہلی کی بنیاد پر آئین پاکستان کے تحت تحریک عدم اعتماد کے ذریعے ہٹائی گئی تو عمران نیازی یکدم تیش میں آ گئے۔ کیا ہم کوئی غلام ہیں؟ Absolutely Not۔ [250, 548, 372, 647]
author-email[interactable]: mjgoher@yahoo.com [210, 1023, 332, 1036]
paragraph: کبھی اداکارہ بندریا بھی فلمی دنیا کے ماتھے کا جھومر اور بندیا ہوا کرتی تھی اس نے بھی آہستہ آہستہ فلمی دنیا سے کنارہ کشی حاصل کی اور اب وہ بھی اداکارہ ریما کی طرح ایک ڈاکٹر کی شریک زندگی بن کر سکون کی زندگی [763, 1170, 884, 1257]
text-column [266, 1479, 377, 1700]
article-ay-kash [28, 848, 498, 1268]
text-column [28, 848, 139, 1268]
text-column [28, 272, 133, 832]
paragraph: اسرائیل کے لیے لابنگ کرنے میں سرگرم ہیں تاکہ اس کام کے عوض ان کو مال و دولت اور انگریز سامراج سمیت صیہونیوں کی وفاداری کا سرٹیفکیٹ حاصل ہو جائے۔ یہ غلام ذہنیت کے لوگ وطن فروشی میں اس قدر آگے بڑھ چکے ہیں کہ ان کو یہ تمیز باقی نہیں کہ اپنی ناموس فروخت کر رہے ہیں۔ [28, 1291, 139, 1415]
paragraph: کبھی اداکارہ بندریا بھی فلمی دنیا کے ماتھے کا جھومر اور بندیا ہوا کرتی تھی اس نے بھی آہستہ آہستہ فلمی دنیا سے کنارہ کشی حاصل کی اور اب وہ بھی اداکارہ [634, 891, 755, 952]
paragraph: کبھی اداکارہ بندریا بھی فلمی دنیا کے ماتھے کا جھومر اور بندیا ہوا کرتی تھی اس نے بھی آہستہ آہستہ فلمی دنیا سے کنارہ کشی حاصل کی اور اب وہ بھی اداکارہ ریما کی طرح ایک ڈاکٹر کی شریک زندگی بن کر سکون کی زندگی [505, 1177, 626, 1264]
author-name: امتیاز بانڈے [881, 217, 932, 231]
paragraph: اسرائیل کے لیے لابنگ کرنے میں سرگرم ہیں تاکہ اس کام کے عوض ان کو مال و دولت اور انگریز سامراج سمیت صیہونیوں کی وفاداری کا سرٹیفکیٹ حاصل ہو جائے۔ یہ غلام ذہنیت کے لوگ وطن فروشی میں اس قدر آگے بڑھ چکے ہیں کہ ان کو یہ تمیز باقی نہیں کہ اپنی ناموس فروخت کر رہے ہیں۔ [266, 1480, 377, 1604]
text-column [763, 1509, 884, 1700]
text-column [147, 1328, 258, 1396]
author-email[interactable]: banday1963@gmail.com [816, 255, 936, 268]
divider [505, 1290, 1015, 1293]
paragraph: پروفیسر ڈاکٹر محمد اسحاق منصوری سابق صدر شعبہ عربی کراچی یونیورسٹی علمی و دینی حوالے سے کسی تعارف کے محتاج نہیں ہیں وہ شعبہ نصاب سازی، وفاقی وزارت تعلیم، حکومت پاکستان، اسلام آباد میں بحیثیت ممبر کے خدمات انجام دے چکے ہیں۔ [640, 43, 762, 154]
paragraph: فرائض پر لکھوں یہ میری فطرت میں نہیں ہے۔ کچھ عرصہ قبل ایک پرانے صحافی دوست نے جو کرائم رپورٹنگ سے منسلک ہے اور میری ہی طرح بولنے اور لکھنے کا عادی ہے، مجھے بتایا کہ وہ ایک دن جب وہ ایک اعلیٰ سرکاری پولیس افسر کے دفتر گیا تو انہوں نے مجھے بتایا کہ آپ کے کچھ صحافی دوست کچھ پولیس والوں کے لیے بہت سفارش کرتے ہیں۔ [896, 500, 1015, 637]
author-photo [456, 561, 515, 617]
verse-line: اس بات کے بہانے [536, 930, 595, 941]
text-column [896, 273, 1015, 832]
paragraph: ایک سال قبل سوچا کہ معاشرے کی برائیاں، کرپشن اور عام آدمی پر کی جانے والی زیادتیوں پر کچھ لکھنا شروع کروں، ایک صحافی دوست نے حوصلہ افزائی کی اور اپنے اخبار میں لکھنے کا موقع فراہم کیا۔ [768, 274, 887, 360]
text-column [580, 557, 632, 632]
paragraph: غریبوں کو بھکاری بنا دیا، عمران نیازی نے خود کو قانون سے مبرا قرار دیا، عدالت میں پیش نہ ہونے کے لیے طرح طرح کے بہانے تراشے گئے، غریب انصاف نہ ملنے پر خودکشیاں کرنے لگے، کرپشن کا جمعہ بازار لگ گیا اور خود عمران نیازی پر خانہ کعبہ والی گھڑی چوری کا الزام ثابت ہوا۔ [380, 637, 502, 748]
paragraph: دیا ہے کہ قرآن کریم نے اپنے مضامین عبرت و نصیحت کو بہت آسان کر کے بیان کیا ہے۔ ایکسپریس اخبار جمعہ 23 مئی 2023 کا ہے، خبر کو میں من و عن نقل کر رہی ہوں۔ [380, 318, 502, 392]
paragraph: کھوکھلے نعروں کی بنیاد پر پاکستان کے مقابلہ میں غاصب ریاست [147, 1401, 205, 1462]
paragraph: ہدایت کاروں نے بھی اس کی طرف توجہ دینی شروع کی پھر یہ بندیا کے مختصر اور خوبصورت نام [821, 964, 884, 1037]
paragraph: کن امور کے بارے میں معلومات نہ ہونے کی وجہ سے محض قیاس، گمان اور اندازے وغیرہ پر قناعت کرنا ہوگی۔ زیادہ بروئے کار لا کر فیصلہ کیا جائے اور مسئلے کے پیش منظر اور پس منظر اور زمینی حقائق کو ہر صورت سامنے رکھا جائے۔ [266, 1155, 377, 1254]
paragraph: ہدایت کاروں نے بھی اس کی طرف توجہ دینی شروع کی پھر یہ بندیا کے مختصر اور خوبصورت نام سے فلمی دنیا میں داخل ہو گئی اس کو پہلی بار فلم یادوں کی بارات میں کاسٹ کیا گیا جس کے ہیرو آصف خان تھے۔ فلمی بندیا کیا تھا میڈم نورجہاں کی آواز کا حسن بھی اس گیت میں شامل تھا گیت کے بول یہ تھے: [505, 1051, 626, 1176]
paragraph: اردو ہے جس کا نام ہمیں جانتے ہیں داغ، ہندوستاں میں دھوم ہماری زباں کی ہے۔ مرزا داغ دہلوی کا یہ شعری افتخار بجا ہے۔ "آپ کی بھاشا" (اپنی زبان) اور اپنی سنسکرتی (تہذیب) کا احساس زندہ و توانا ہے۔ [763, 1598, 884, 1684]
paragraph: ہدایت کاروں نے بھی اس کی طرف توجہ دینی شروع کی پھر یہ بندیا کے مختصر اور خوبصورت نام سے فلمی دنیا میں داخل ہو گئی اس کو پہلی بار فلم یادوں کی بارات میں کاسٹ کیا گیا جس کے ہیرو آصف خان تھے۔ فلمی بندیا کیا تھا میڈم نورجہاں کی آواز کا حسن بھی اس گیت میں شامل تھا گیت کے بول یہ تھے: [763, 1045, 884, 1169]
text-column [147, 1041, 258, 1268]
text-column [634, 1336, 755, 1409]
text-column [141, 70, 246, 191]
paragraph: کھوکھلے نعروں کی بنیاد پر پاکستان کے مقابلہ میں غاصب ریاست اسرائیل کو ترجیح دیتے ہیں۔ موجود ہے۔ ان طاقتوں نے قیام پاکستان کے فوری بعد ہی پاکستان کے خلاف سازشوں کا جال بنانا شروع کر دیا تھا۔ [385, 1416, 498, 1503]
text-column [266, 1328, 377, 1396]
paragraph: فرائض پر لکھوں یہ میری فطرت میں نہیں ہے۔ کچھ عرصہ قبل ایک پرانے صحافی دوست نے جو کرائم رپورٹنگ سے منسلک ہے اور میری ہی طرح بولنے اور لکھنے کا عادی ہے، مجھے بتایا کہ وہ ایک دن جب وہ ایک اعلیٰ سرکاری پولیس افسر کے دفتر گیا تو انہوں نے مجھے بتایا [896, 727, 1015, 826]
paragraph: بطور وزیر اعظم عمران نیازی کہتے تھے ہم (حکومت اور فوج) ایک پیج پر ہیں، جب پی ٹی آئی حکومت اپنی نااہلی کی بنیاد پر آئین پاکستان کے تحت تحریک عدم اعتماد کے [640, 762, 762, 823]
paragraph: دیا ہے کہ قرآن کریم نے اپنے مضامین عبرت و نصیحت کو بہت آسان کر کے بیان کیا ہے۔ ایکسپریس اخبار جمعہ 23 مئی 2023 کا ہے، خبر کو میں من و عن نقل کر رہی ہوں۔ [640, 269, 762, 343]
paragraph: ہدایت کاروں نے بھی اس کی طرف توجہ دینی شروع کی پھر یہ بندیا کے مختصر اور خوبصورت نام سے فلمی دنیا میں داخل ہو گئی اس کو پہلی بار فلم یادوں کی بارات میں کاسٹ کیا گیا جس کے ہیرو آصف خان تھے۔ فلمی بندیا کیا تھا میڈم نورجہاں کی آواز کا حسن بھی اس گیت میں شامل تھا گیت کے بول یہ تھے: [892, 1138, 1015, 1250]
paragraph: غریبوں کو بھکاری بنا دیا، عمران نیازی نے خود کو قانون سے مبرا قرار دیا، عدالت میں پیش نہ ہونے کے لیے طرح طرح کے بہانے تراشے گئے، غریب انصاف نہ ملنے پر خودکشیاں کرنے لگے، کرپشن کا جمعہ بازار لگ گیا اور خود عمران نیازی پر خانہ کعبہ والی گھڑی چوری کا الزام ثابت ہوا۔ [640, 649, 762, 760]
text-column [337, 964, 377, 1037]
paragraph: ایک سال قبل سوچا کہ معاشرے کی برائیاں، کرپشن اور عام آدمی پر کی جانے والی زیادتیوں پر کچھ لکھنا شروع کروں، ایک صحافی دوست نے حوصلہ افزائی کی اور اپنے اخبار میں لکھنے کا موقع فراہم کیا۔ [768, 727, 887, 813]
paragraph: اسرائیل کے لیے لابنگ کرنے میں سرگرم ہیں تاکہ اس کام کے عوض ان کو مال و دولت اور انگریز سامراج سمیت صیہونیوں کی وفاداری کا سرٹیفکیٹ حاصل ہو جائے۔ یہ غلام ذہنیت کے لوگ وطن فروشی میں اس قدر آگے بڑھ چکے ہیں کہ ان کو یہ تمیز باقی نہیں کہ اپنی ناموس فروخت کر رہے ہیں۔ [385, 1505, 498, 1629]
author-photo [213, 968, 262, 1022]
paragraph: فرائض پر لکھوں یہ میری فطرت میں نہیں ہے۔ کچھ عرصہ قبل ایک [896, 159, 1015, 182]
paragraph: فرائض پر لکھوں یہ میری فطرت میں نہیں ہے۔ کچھ عرصہ قبل ایک پرانے صحافی دوست نے جو کرائم رپورٹنگ سے منسلک ہے اور میری ہی طرح بولنے اور لکھنے کا عادی ہے، مجھے بتایا کہ وہ ایک دن جب وہ ایک اعلیٰ سرکاری پولیس افسر کے دفتر گیا تو انہوں نے مجھے بتایا کہ آپ کے کچھ صحافی دوست کچھ پولیس والوں کے لیے بہت سفارش کرتے ہیں۔ [768, 362, 887, 499]
paragraph: اردو ہے جس کا نام ہمیں جانتے ہیں داغ، ہندوستاں میں دھوم ہماری زباں کی ہے۔ مرزا داغ دہلوی کا یہ شعری افتخار بجا ہے۔ "آپ کی بھاشا" (اپنی زبان) اور اپنی سنسکرتی (تہذیب) کا احساس زندہ و توانا ہے۔ [892, 1303, 1015, 1389]
paragraph: اسرائیل کے لیے لابنگ کرنے میں سرگرم ہیں تاکہ اس کام کے عوض ان کو مال و دولت اور انگریز سامراج سمیت صیہونیوں کی وفاداری کا سرٹیفکیٹ حاصل [266, 1329, 377, 1390]
paragraph: فرائض پر لکھوں یہ میری فطرت میں نہیں ہے۔ کچھ عرصہ قبل ایک پرانے صحافی دوست نے جو کرائم رپورٹنگ سے منسلک ہے اور میری ہی طرح بولنے اور لکھنے کا عادی ہے، مجھے بتایا کہ وہ ایک دن جب وہ ایک اعلیٰ سرکاری پولیس افسر کے دفتر گیا تو انہوں نے مجھے بتایا کہ آپ کے کچھ صحافی دوست کچھ پولیس والوں کے لیے بہت سفارش کرتے ہیں۔ [896, 274, 1015, 410]
text-column [28, 195, 84, 268]
paragraph: کھوکھلے نعروں کی بنیاد پر پاکستان کے مقابلہ میں غاصب ریاست اسرائیل کو ترجیح دیتے ہیں۔ موجود ہے۔ ان طاقتوں نے قیام پاکستان کے فوری بعد ہی پاکستان کے خلاف سازشوں کا جال بنانا شروع کر دیا تھا۔ [28, 1416, 139, 1503]
headline: لکھو قصیدے...... [768, 42, 1015, 66]
paragraph: اسرائیل کے لیے لابنگ کرنے میں سرگرم ہیں تاکہ اس کام کے عوض ان کو مال و دولت اور انگریز سامراج سمیت صیہونیوں کی وفاداری کا سرٹیفکیٹ حاصل ہو جائے۔ یہ غلام ذہنیت کے لوگ وطن فروشی میں اس قدر آگے بڑھ چکے ہیں کہ ان کو یہ تمیز باقی نہیں کہ اپنی ناموس فروخت کر رہے ہیں۔ [28, 1505, 139, 1629]
divider [28, 1280, 498, 1283]
paragraph: ہیں جو اسلام کے بارے میں الف ب بھی نہیں جانتے اور اگر معلومات رکھتے ہیں تو پاکستانی طالب علموں کو ان کے مذہب سے دور رکھنے کی گھناؤنی سازش ہے۔ کے بعد قرآنی آیات کے تراجم اور [250, 345, 372, 419]
paragraph: بطور وزیر اعظم عمران نیازی کہتے تھے ہم (حکومت اور فوج) ایک پیج پر ہیں، جب پی ٹی آئی حکومت اپنی نااہلی کی بنیاد پر آئین پاکستان کے تحت تحریک عدم اعتماد کے ذریعے ہٹائی گئی تو عمران نیازی [380, 473, 502, 546]
paragraph: اردو ہے جس کا نام ہمیں جانتے ہیں داغ، ہندوستاں میں دھوم ہماری زباں کی ہے۔ مرزا داغ دہلوی کا یہ شعری افتخار بجا ہے۔ "آپ کی بھاشا" (اپنی زبان) اور اپنی سنسکرتی (تہذیب) کا احساس زندہ و توانا ہے۔ [634, 1510, 755, 1596]
paragraph: اپنے ڈراموں کے سبب تمام اردو والوں میں مقبول بھی تھے۔ اور دوسرے یہ کہ اس کے سر ہاتھ کیساتھ اردو کے ممتاز شاعر اکبر الہ آبادی کے مشہور زمانہ شعر کھینچو نہ کمانوں کو نہ تلوار نکالو، جب توپ مقابل ہو تو اخبار نکالو۔ [505, 1303, 626, 1389]
text-column [819, 1413, 884, 1505]
paragraph: دیا ہے کہ قرآن کریم نے اپنے مضامین عبرت و نصیحت کو بہت آسان کر کے بیان کیا ہے۔ ایکسپریس اخبار جمعہ 23 مئی 2023 کا ہے، خبر کو میں من و عن [380, 71, 502, 132]
author-byline: ایم جے گوہر [276, 1005, 318, 1014]
text-column [640, 42, 762, 420]
paragraph: ایک سال قبل سوچا کہ معاشرے کی برائیاں، کرپشن اور عام آدمی پر کی جانے والی زیادتیوں پر کچھ لکھنا شروع کروں، ایک صحافی دوست نے حوصلہ افزائی کی اور اپنے اخبار میں لکھنے کا موقع فراہم کیا۔ [896, 412, 1015, 499]
paragraph: پروفیسر ڈاکٹر محمد اسحاق منصوری سابق صدر شعبہ عربی [380, 393, 502, 417]
paragraph: دیا ہے کہ قرآن کریم نے اپنے مضامین عبرت و نصیحت کو بہت آسان کر کے بیان کیا ہے۔ ایکسپریس اخبار جمعہ 23 مئی 2023 کا ہے، خبر کو میں من و عن نقل کر رہی ہوں۔ [510, 318, 632, 392]
